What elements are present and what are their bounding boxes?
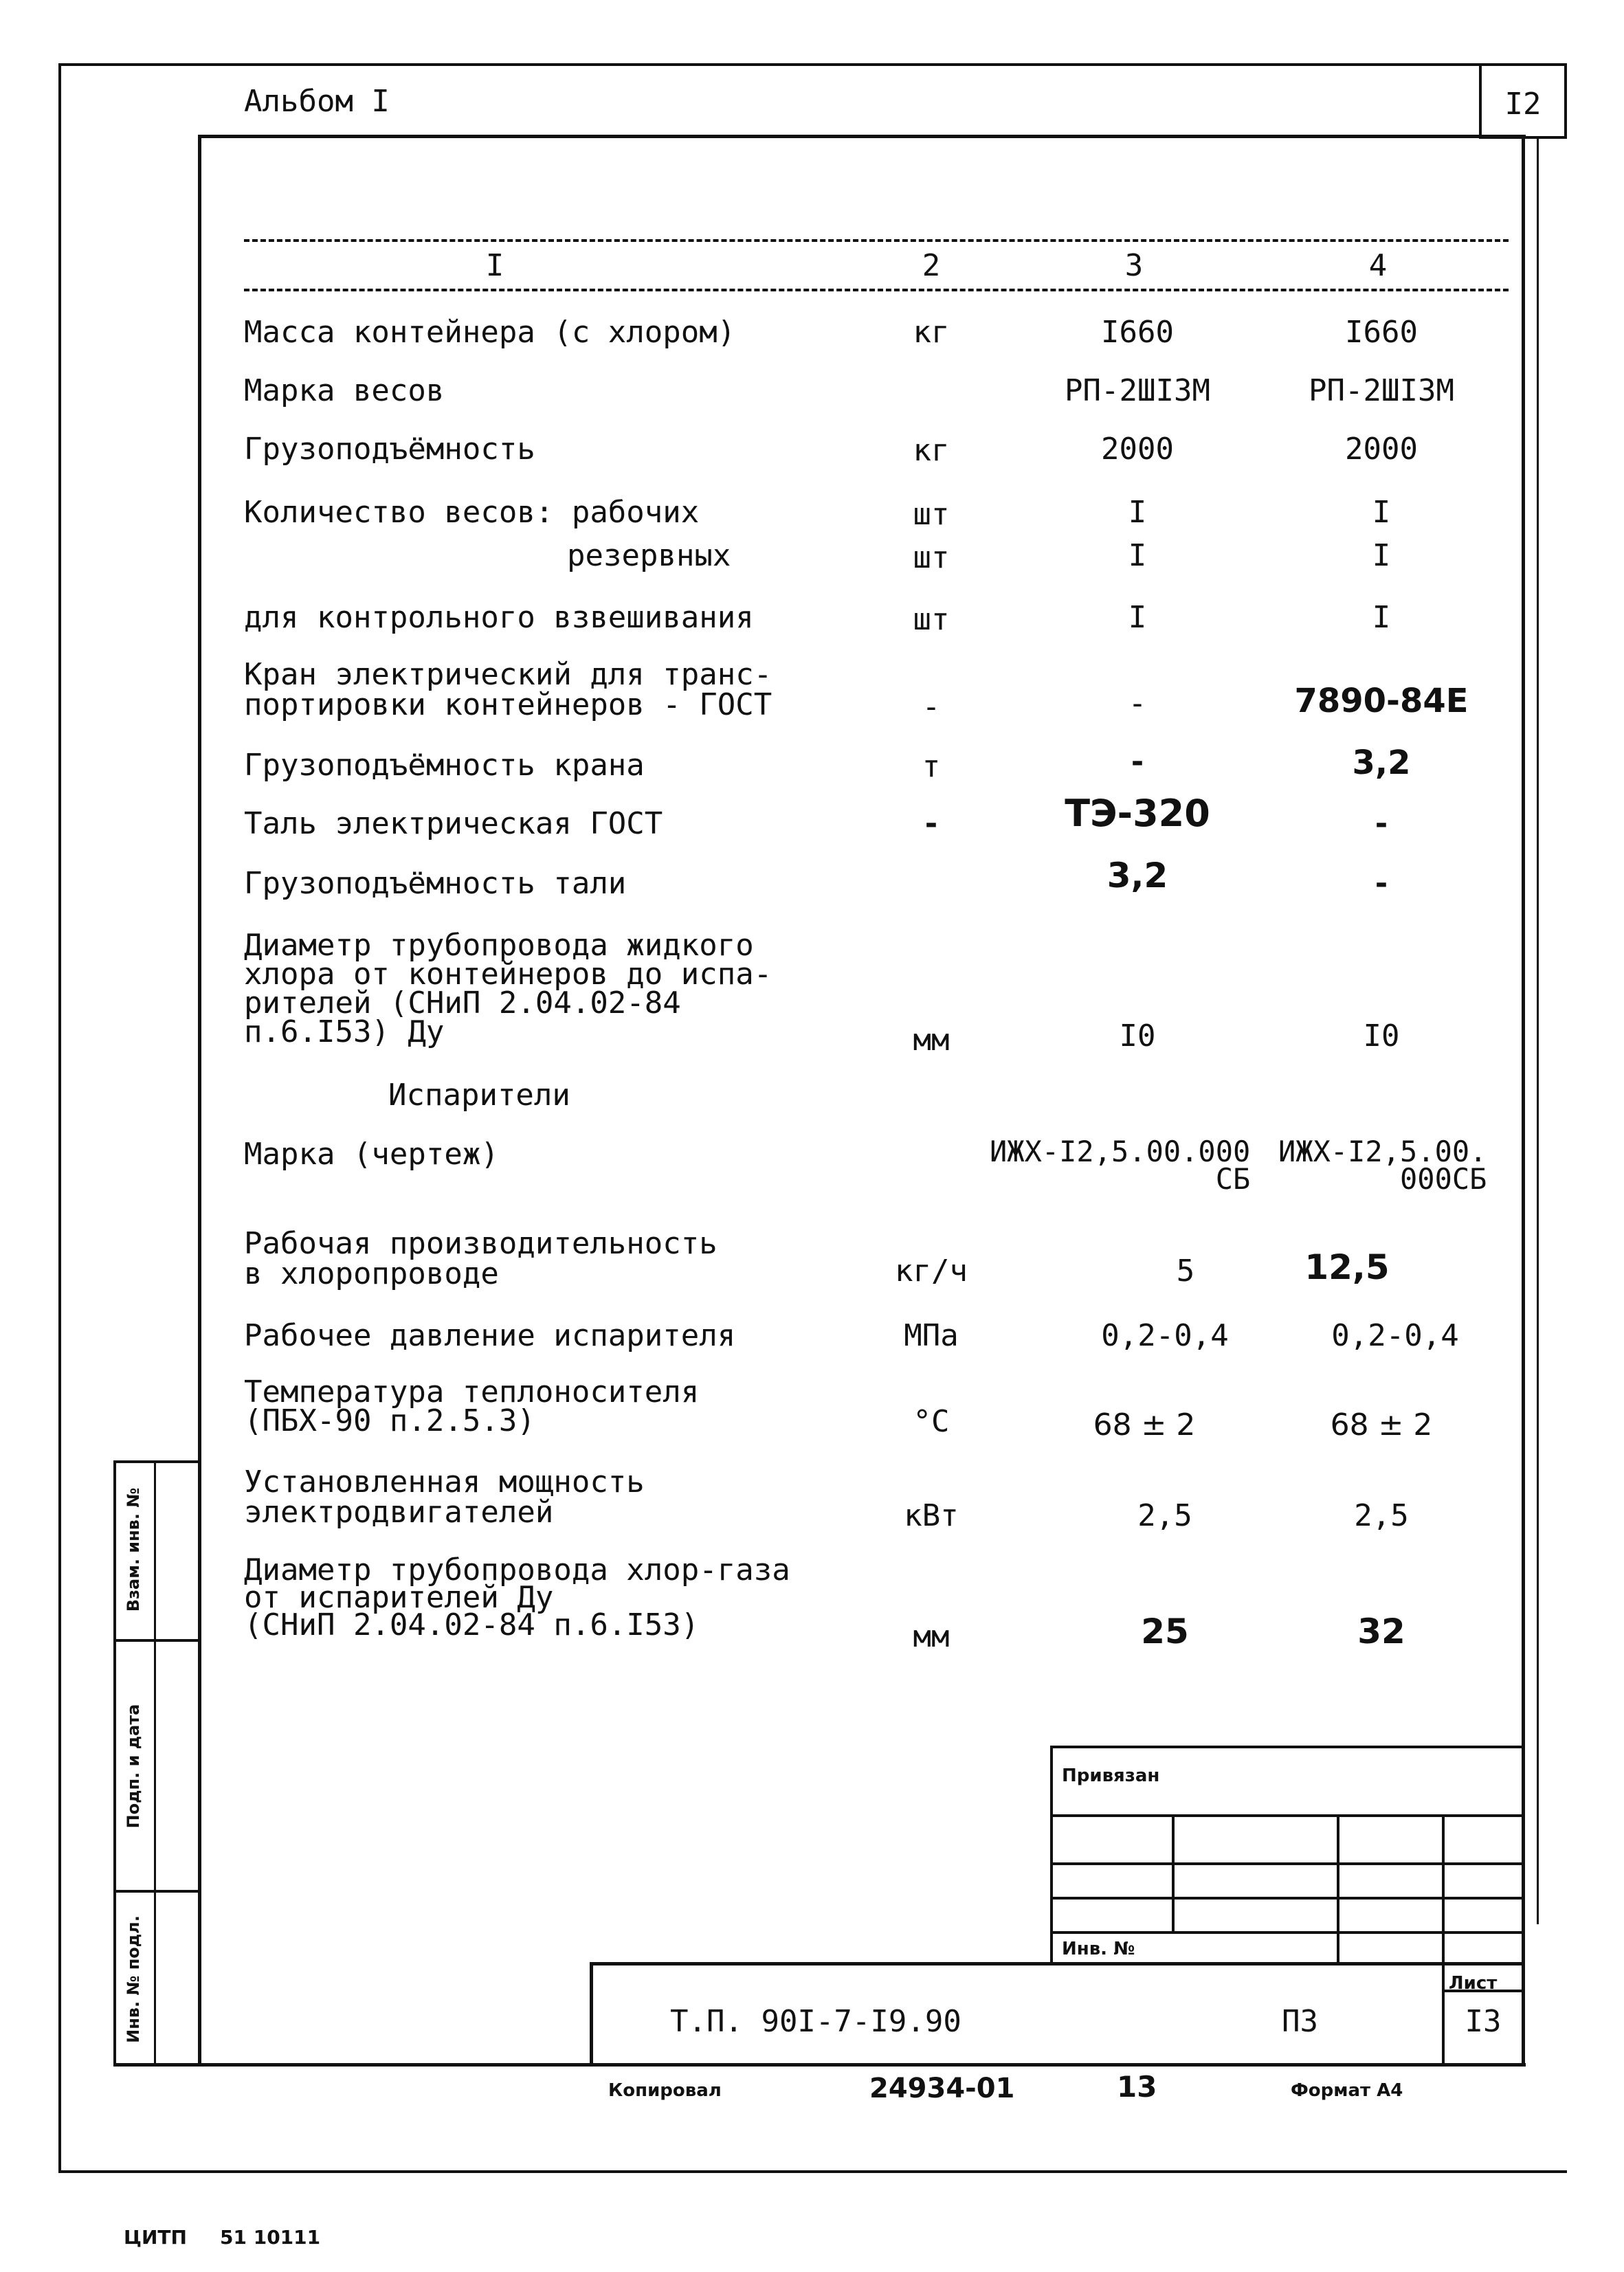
row-value-4: - <box>1372 866 1391 901</box>
side-stamp-outer <box>113 1460 116 2065</box>
side-stamp-top <box>113 1460 201 1463</box>
row-value-3: 68 ± 2 <box>1093 1407 1196 1443</box>
row-value-4: I <box>1372 538 1391 573</box>
row-value-4: I <box>1372 600 1391 635</box>
row-value-3: 25 <box>1141 1612 1189 1651</box>
row-value-4: 7890-84Е <box>1294 682 1469 720</box>
side-label-vzam: Взам. инв. № <box>124 1487 143 1612</box>
section-code: ПЗ <box>1282 2004 1318 2039</box>
row-value-4: 0,2-0,4 <box>1331 1318 1459 1353</box>
row-value-4: 3,2 <box>1352 744 1411 782</box>
row-param: Грузоподъёмность <box>244 432 535 467</box>
col-header-1: I <box>485 248 504 283</box>
inner-frame-right <box>1522 135 1525 2066</box>
row-value-4: 12,5 <box>1304 1247 1390 1287</box>
row-value-3: I <box>1128 495 1147 530</box>
row-param: Диаметр трубопровода жидкого хлора от контейнеров до испа- рителей (СНиП 2.04.02-84 п.6.I53) Ду <box>244 928 772 1049</box>
row-unit: шт <box>913 497 950 532</box>
footer-format: Формат А4 <box>1291 2080 1403 2101</box>
row-param: Марка (чертеж) <box>244 1137 499 1172</box>
row-value-4: 2,5 <box>1354 1498 1409 1533</box>
list-label: Лист <box>1449 1973 1498 1994</box>
row-param: Кран электрический для транс- портировки контейнеров - ГОСТ <box>244 657 772 722</box>
inner-frame-left <box>198 135 201 2066</box>
outer-frame-bottom <box>58 2170 1567 2173</box>
row-param: Рабочая производительность в хлоропроводе <box>244 1226 718 1291</box>
row-param: Масса контейнера (с хлором) <box>244 315 736 350</box>
row-param: Марка весов <box>244 373 445 408</box>
row-unit: мм <box>913 1023 950 1058</box>
row-value-4: 68 ± 2 <box>1330 1407 1433 1443</box>
footer-sheet: 13 <box>1117 2070 1157 2104</box>
row-value-4: РП-2ШI3М <box>1309 373 1454 408</box>
row-param: Количество весов: рабочих <box>244 495 700 530</box>
footer-kopiroval: Копировал <box>608 2080 722 2101</box>
row-param: Установленная мощность электродвигателей <box>244 1464 645 1530</box>
footer-copy-number: 24934-01 <box>869 2073 1015 2104</box>
col-header-3: 3 <box>1124 248 1144 283</box>
row-unit: шт <box>913 540 950 575</box>
privyazan-col1 <box>1172 1814 1175 1931</box>
row-value-3: 0,2-0,4 <box>1101 1318 1229 1353</box>
header-dash-bottom <box>244 289 1509 291</box>
outer-frame-right-edge <box>1537 137 1539 1924</box>
privyazan-box-top <box>1050 1746 1524 1748</box>
privyazan-row1 <box>1050 1814 1524 1817</box>
row-param: Температура теплоносителя (ПБХ-90 п.2.5.3) <box>244 1374 700 1438</box>
row-value-3: 2,5 <box>1137 1498 1192 1533</box>
row-param: Диаметр трубопровода хлор-газа от испарителей Ду (СНиП 2.04.02-84 п.6.I53) <box>244 1552 790 1642</box>
outer-frame-left <box>58 63 61 2173</box>
header-dash-top <box>244 239 1509 242</box>
footer-org: ЦИТП <box>124 2226 187 2249</box>
row-param: Грузоподъёмность крана <box>244 748 645 783</box>
row-unit: °С <box>913 1404 950 1439</box>
row-value-3: ТЭ-320 <box>1065 792 1210 835</box>
row-unit: кВт <box>904 1498 959 1533</box>
row-value-3: 5 <box>1176 1254 1195 1289</box>
row-param: Рабочее давление испарителя <box>244 1318 736 1353</box>
row-value-3: I660 <box>1101 315 1174 350</box>
row-param: резервных <box>567 538 731 573</box>
row-param: для контрольного взвешивания <box>244 600 754 635</box>
outer-frame-right <box>1564 63 1567 137</box>
sheet-number: I3 <box>1465 2004 1502 2039</box>
inner-frame-top <box>198 135 1526 138</box>
row-value-3: I <box>1128 538 1147 573</box>
privyazan-row2 <box>1050 1862 1524 1865</box>
col-header-2: 2 <box>922 248 941 283</box>
row-unit: - <box>922 689 941 724</box>
row-value-3: I0 <box>1119 1018 1156 1054</box>
row-value-3: ИЖХ-I2,5.00.000 СБ <box>990 1135 1251 1196</box>
privyazan-col2 <box>1337 1814 1339 1965</box>
col-header-4: 4 <box>1368 248 1388 283</box>
row-unit: кг <box>913 315 950 350</box>
row-value-4: - <box>1372 806 1391 841</box>
row-value-4: I660 <box>1345 315 1418 350</box>
title-block-left <box>590 1962 593 2065</box>
inv-no-label: Инв. № <box>1062 1939 1135 1959</box>
row-value-3: РП-2ШI3М <box>1065 373 1210 408</box>
row-unit: МПа <box>904 1318 959 1353</box>
side-label-podp: Подп. и дата <box>124 1704 143 1829</box>
row-param: Грузоподъёмность тали <box>244 866 627 901</box>
row-value-4: I <box>1372 495 1391 530</box>
row-value-3: - <box>1128 744 1147 779</box>
row-value-4: 32 <box>1357 1612 1405 1651</box>
document-designation: Т.П. 90I-7-I9.90 <box>670 2004 961 2039</box>
album-label: Альбом I <box>244 84 390 119</box>
side-label-inv-podl: Инв. № подл. <box>124 1915 143 2043</box>
row-unit: кг/ч <box>895 1254 968 1289</box>
row-value-3: 2000 <box>1101 432 1174 467</box>
side-stamp-sep1 <box>113 1639 201 1642</box>
row-value-3: - <box>1128 686 1147 721</box>
row-value-4: ИЖХ-I2,5.00. 000СБ <box>1278 1135 1487 1196</box>
row-value-3: 3,2 <box>1106 856 1168 895</box>
row-unit: - <box>922 806 941 841</box>
row-value-3: I <box>1128 600 1147 635</box>
inner-frame-bottom <box>113 2063 1526 2067</box>
row-value-4: I0 <box>1363 1018 1400 1054</box>
outer-frame-top <box>58 63 1567 66</box>
privyazan-row3 <box>1050 1897 1524 1900</box>
privyazan-label: Привязан <box>1062 1766 1160 1786</box>
row-unit: шт <box>913 602 950 637</box>
title-block-top <box>590 1962 1524 1965</box>
row-unit: т <box>922 749 941 784</box>
row-unit: мм <box>913 1619 950 1654</box>
footer-code: 51 10111 <box>220 2226 321 2249</box>
side-stamp-divider <box>154 1460 156 2065</box>
outer-page-number: I2 <box>1504 87 1542 122</box>
row-param: Таль электрическая ГОСТ <box>244 806 663 841</box>
section-heading-isparitely: Испарители <box>388 1078 570 1113</box>
row-unit: кг <box>913 433 950 468</box>
row-value-4: 2000 <box>1345 432 1418 467</box>
